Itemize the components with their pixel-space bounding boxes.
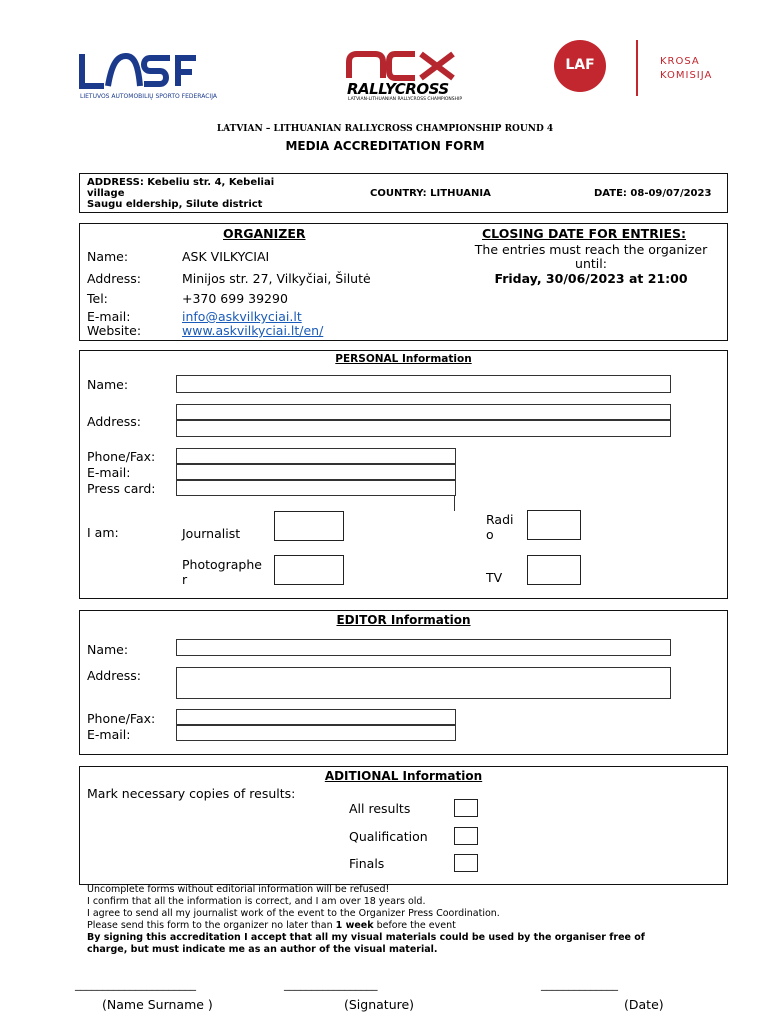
qualification-checkbox[interactable] xyxy=(454,827,478,845)
personal-presscard-field[interactable] xyxy=(176,480,456,496)
editor-phone-field[interactable] xyxy=(176,709,456,725)
qualification-label: Qualification xyxy=(349,829,428,844)
personal-address-field-2[interactable] xyxy=(176,420,671,437)
organizer-name-value: ASK VILKYCIAI xyxy=(182,249,270,264)
tv-label: TV xyxy=(486,570,503,585)
personal-address-field-1[interactable] xyxy=(176,404,671,420)
event-info-box xyxy=(79,173,728,213)
note-deadline-pre: Please send this form to the organizer no later than xyxy=(87,920,336,931)
editor-email-field[interactable] xyxy=(176,725,456,741)
editor-email-label: E-mail: xyxy=(87,727,131,742)
photographer-label-2: r xyxy=(182,572,188,587)
event-address-1: ADDRESS: Kebeliu str. 4, Kebeliai xyxy=(87,177,275,188)
lasf-logo xyxy=(78,52,217,104)
editor-phone-label: Phone/Fax: xyxy=(87,711,156,726)
closing-date-line2: until: xyxy=(575,256,607,271)
krosa-line1: KROSA xyxy=(660,56,700,67)
laf-logo xyxy=(554,40,606,92)
organizer-tel-value: +370 699 39290 xyxy=(182,291,288,306)
krosa-line2: KOMISIJA xyxy=(660,70,713,81)
name-surname-caption: (Name Surname ) xyxy=(102,997,213,1012)
note-rights-1: By signing this accreditation I accept that all my visual materials could be used by the organiser free of xyxy=(87,932,645,943)
radio-label-1: Radi xyxy=(486,512,514,527)
additional-title: ADITIONAL Information xyxy=(324,769,483,783)
lrx-mark xyxy=(345,50,457,82)
organizer-title: ORGANIZER xyxy=(223,226,306,241)
championship-title: LATVIAN – LITHUANIAN RALLYCROSS CHAMPIONSHIP ROUND 4 xyxy=(216,124,554,134)
organizer-website-label: Website: xyxy=(87,323,142,338)
personal-phone-label: Phone/Fax: xyxy=(87,449,156,464)
personal-email-field[interactable] xyxy=(176,464,456,480)
organizer-website-link[interactable]: www.askvilkyciai.lt/en/ xyxy=(182,323,324,338)
presscard-line-tail xyxy=(454,496,455,511)
organizer-name-label: Name: xyxy=(87,249,129,264)
note-refused: Uncomplete forms without editorial information will be refused! xyxy=(87,884,390,895)
organizer-address-label: Address: xyxy=(87,271,141,286)
laf-text: LAF xyxy=(565,57,595,73)
note-rights-2: charge, but must indicate me as an author of the visual material. xyxy=(87,944,438,955)
signature-caption: (Signature) xyxy=(344,997,415,1012)
personal-phone-field[interactable] xyxy=(176,448,456,464)
editor-address-field[interactable] xyxy=(176,667,671,699)
journalist-checkbox[interactable] xyxy=(274,511,344,541)
notes-block xyxy=(87,884,645,956)
event-address-2: village xyxy=(87,188,125,199)
signature-line-date: ______________ xyxy=(541,978,618,991)
additional-info-box xyxy=(79,766,728,885)
event-address-3: Saugu eldership, Silute district xyxy=(87,199,263,210)
personal-title: PERSONAL Information xyxy=(335,353,472,365)
event-date: DATE: 08-09/07/2023 xyxy=(594,188,712,199)
organizer-box xyxy=(79,223,728,341)
journalist-label: Journalist xyxy=(182,526,241,541)
organizer-tel-label: Tel: xyxy=(87,291,108,306)
editor-name-label: Name: xyxy=(87,642,129,657)
personal-name-label: Name: xyxy=(87,377,129,392)
organizer-email-label: E-mail: xyxy=(87,309,131,324)
event-country: COUNTRY: LITHUANIA xyxy=(370,188,491,199)
tv-checkbox[interactable] xyxy=(527,555,581,585)
photographer-label-1: Photographe xyxy=(182,557,262,572)
photographer-checkbox[interactable] xyxy=(274,555,344,585)
personal-name-field[interactable] xyxy=(176,375,671,393)
note-agree: I agree to send all my journalist work of the event to the Organizer Press Coordination. xyxy=(87,908,500,919)
page-title: MEDIA ACCREDITATION FORM xyxy=(285,139,485,153)
personal-email-label: E-mail: xyxy=(87,465,131,480)
krosa-divider xyxy=(636,40,638,96)
personal-address-label: Address: xyxy=(87,414,141,429)
personal-info-box xyxy=(79,350,728,599)
closing-date-value: Friday, 30/06/2023 at 21:00 xyxy=(494,271,688,286)
iam-label: I am: xyxy=(87,525,119,540)
lasf-logo-mark xyxy=(78,52,198,90)
editor-title: EDITOR Information xyxy=(336,613,471,627)
mark-copies-label: Mark necessary copies of results: xyxy=(87,786,296,801)
personal-presscard-label: Press card: xyxy=(87,481,156,496)
note-deadline-post: before the event xyxy=(373,920,456,931)
lasf-subtitle: LIETUVOS AUTOMOBILIŲ SPORTO FEDERACIJA xyxy=(80,93,217,100)
all-results-checkbox[interactable] xyxy=(454,799,478,817)
radio-label-2: o xyxy=(486,527,494,542)
signature-line-name: ______________________ xyxy=(75,978,196,991)
editor-name-field[interactable] xyxy=(176,639,671,656)
all-results-label: All results xyxy=(349,801,411,816)
rallycross-logo xyxy=(345,50,463,105)
radio-checkbox[interactable] xyxy=(527,510,581,540)
closing-date-line1: The entries must reach the organizer xyxy=(474,242,708,257)
organizer-address-value: Minijos str. 27, Vilkyčiai, Šilutė xyxy=(182,271,371,286)
note-deadline-bold: 1 week xyxy=(335,920,374,931)
finals-label: Finals xyxy=(349,856,385,871)
editor-info-box xyxy=(79,610,728,755)
note-deadline xyxy=(87,920,645,932)
closing-date-title: CLOSING DATE FOR ENTRIES: xyxy=(482,226,687,241)
editor-address-label: Address: xyxy=(87,668,141,683)
date-caption: (Date) xyxy=(624,997,664,1012)
signature-line-signature: _________________ xyxy=(284,978,378,991)
note-confirm: I confirm that all the information is correct, and I am over 18 years old. xyxy=(87,896,426,907)
lrx-text: RALLYCROSS xyxy=(347,80,449,98)
finals-checkbox[interactable] xyxy=(454,854,478,872)
organizer-email-link[interactable]: info@askvilkyciai.lt xyxy=(182,309,302,324)
lrx-subtitle: LATVIAN-LITHUANIAN RALLYCROSS CHAMPIONSHIP xyxy=(348,97,463,102)
